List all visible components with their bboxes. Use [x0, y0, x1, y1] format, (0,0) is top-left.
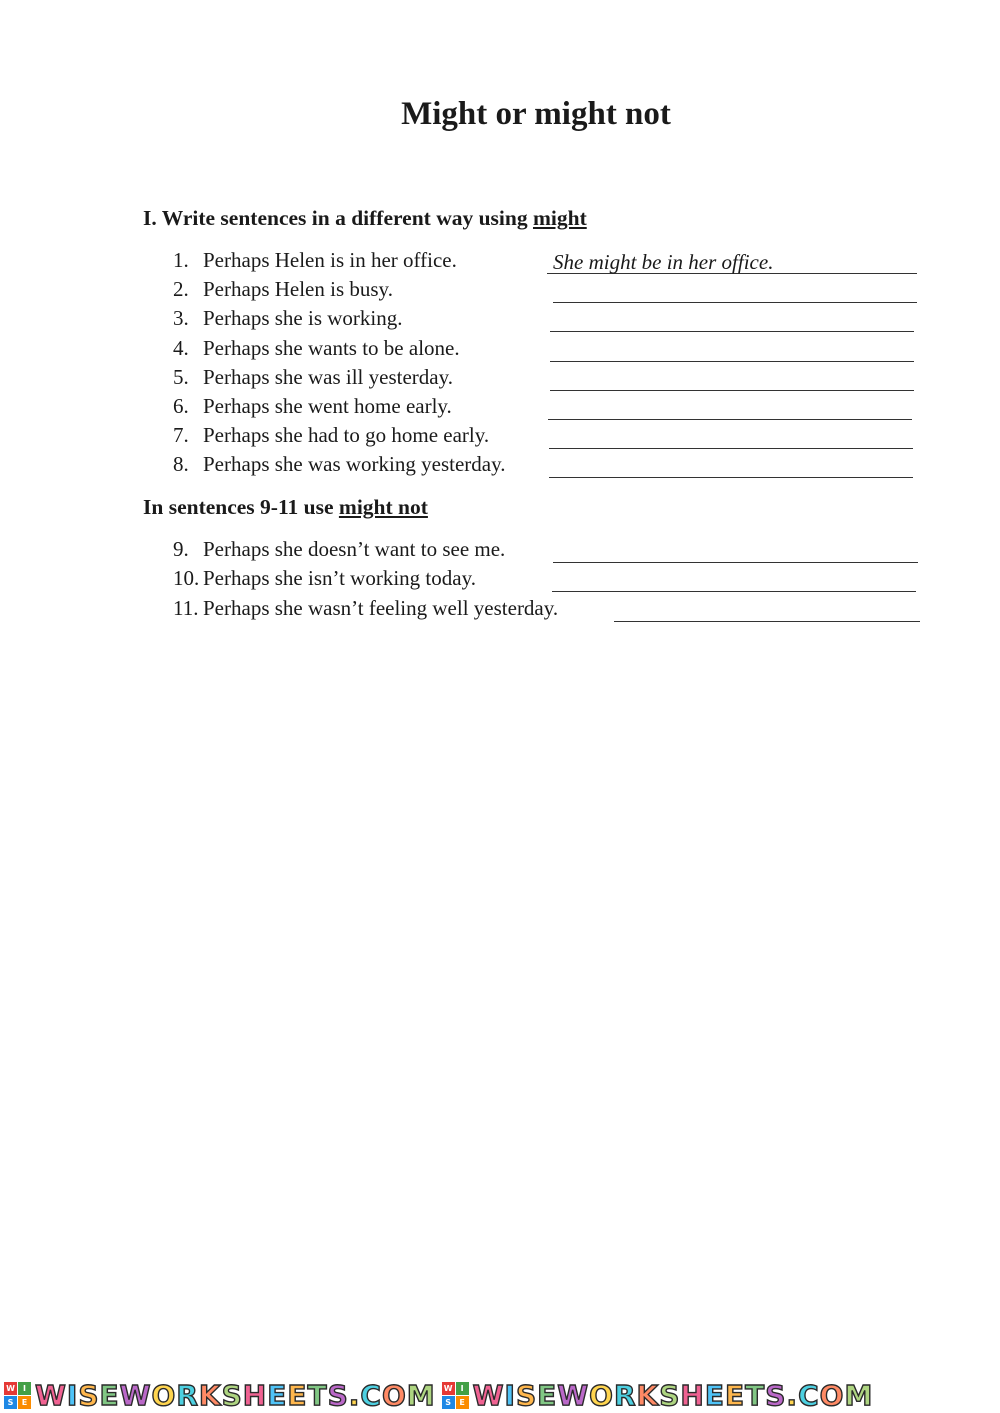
- exercise-sentence: Perhaps she went home early.: [203, 394, 452, 418]
- answer-text: She might be in her office.: [553, 250, 774, 274]
- exercise-number: 9.: [173, 537, 189, 561]
- logo-grid-icon: W I S E: [4, 1382, 31, 1409]
- exercise-number: 5.: [173, 365, 189, 389]
- answer-blank[interactable]: [550, 339, 914, 362]
- exercise-number: 2.: [173, 277, 189, 301]
- answer-blank[interactable]: [553, 280, 917, 303]
- answer-blank[interactable]: [549, 455, 913, 478]
- exercise-sentence: Perhaps she was ill yesterday.: [203, 365, 453, 389]
- exercise-number: 1.: [173, 248, 189, 272]
- worksheet-title: Might or might not: [401, 96, 671, 132]
- exercise-row: [0, 452, 1000, 480]
- brand-wordmark: W I S E W O R K S H E E T S . C O M: [35, 1379, 436, 1412]
- exercise-row: [0, 336, 1000, 364]
- exercise-sentence: Perhaps she had to go home early.: [203, 423, 490, 447]
- exercise-row: [0, 537, 1000, 565]
- exercise-row: [0, 277, 1000, 305]
- section-2-heading: [143, 495, 428, 520]
- section-1-heading: [143, 206, 587, 231]
- section-1-keyword: might: [532, 206, 587, 230]
- exercise-sentence: Perhaps she wants to be alone.: [203, 336, 460, 360]
- logo-grid-icon: W I S E: [442, 1382, 469, 1409]
- exercise-sentence: Perhaps she is working.: [203, 306, 403, 330]
- brand-logo: [442, 1379, 874, 1412]
- exercise-row: [0, 394, 1000, 422]
- exercise-number: 6.: [173, 394, 189, 418]
- exercise-number: 3.: [173, 306, 189, 330]
- exercise-sentence: Perhaps she doesn’t want to see me.: [203, 537, 506, 561]
- answer-blank[interactable]: [547, 251, 917, 274]
- exercise-sentence: Perhaps she wasn’t feeling well yesterday.: [203, 596, 559, 620]
- footer-watermark: [0, 1378, 1000, 1413]
- exercise-sentence: Perhaps Helen is in her office.: [203, 248, 457, 272]
- answer-blank[interactable]: [549, 426, 913, 449]
- brand-logo: [4, 1379, 436, 1412]
- exercise-row: [0, 423, 1000, 451]
- answer-blank[interactable]: [553, 540, 918, 563]
- answer-blank[interactable]: [614, 599, 920, 622]
- section-2-instruction: In sentences 9-11 use: [143, 495, 339, 519]
- answer-blank[interactable]: [550, 368, 914, 391]
- exercise-row: [0, 306, 1000, 334]
- answer-blank[interactable]: [550, 309, 914, 332]
- brand-wordmark: W I S E W O R K S H E E T S . C O M: [472, 1379, 874, 1412]
- exercise-sentence: Perhaps Helen is busy.: [203, 277, 393, 301]
- exercise-number: 11.: [173, 596, 199, 620]
- answer-blank[interactable]: [552, 569, 916, 592]
- exercise-row: [0, 365, 1000, 393]
- exercise-number: 8.: [173, 452, 189, 476]
- exercise-number: 7.: [173, 423, 189, 447]
- section-2-keyword: might not: [338, 495, 428, 519]
- exercise-row: [0, 566, 1000, 594]
- exercise-sentence: Perhaps she isn’t working today.: [203, 566, 476, 590]
- answer-blank[interactable]: [548, 397, 912, 420]
- exercise-row: [0, 596, 1000, 624]
- section-1-instruction: I. Write sentences in a different way using: [143, 206, 533, 230]
- exercise-number: 10.: [173, 566, 200, 590]
- exercise-sentence: Perhaps she was working yesterday.: [203, 452, 506, 476]
- exercise-number: 4.: [173, 336, 189, 360]
- exercise-row: [0, 248, 1000, 276]
